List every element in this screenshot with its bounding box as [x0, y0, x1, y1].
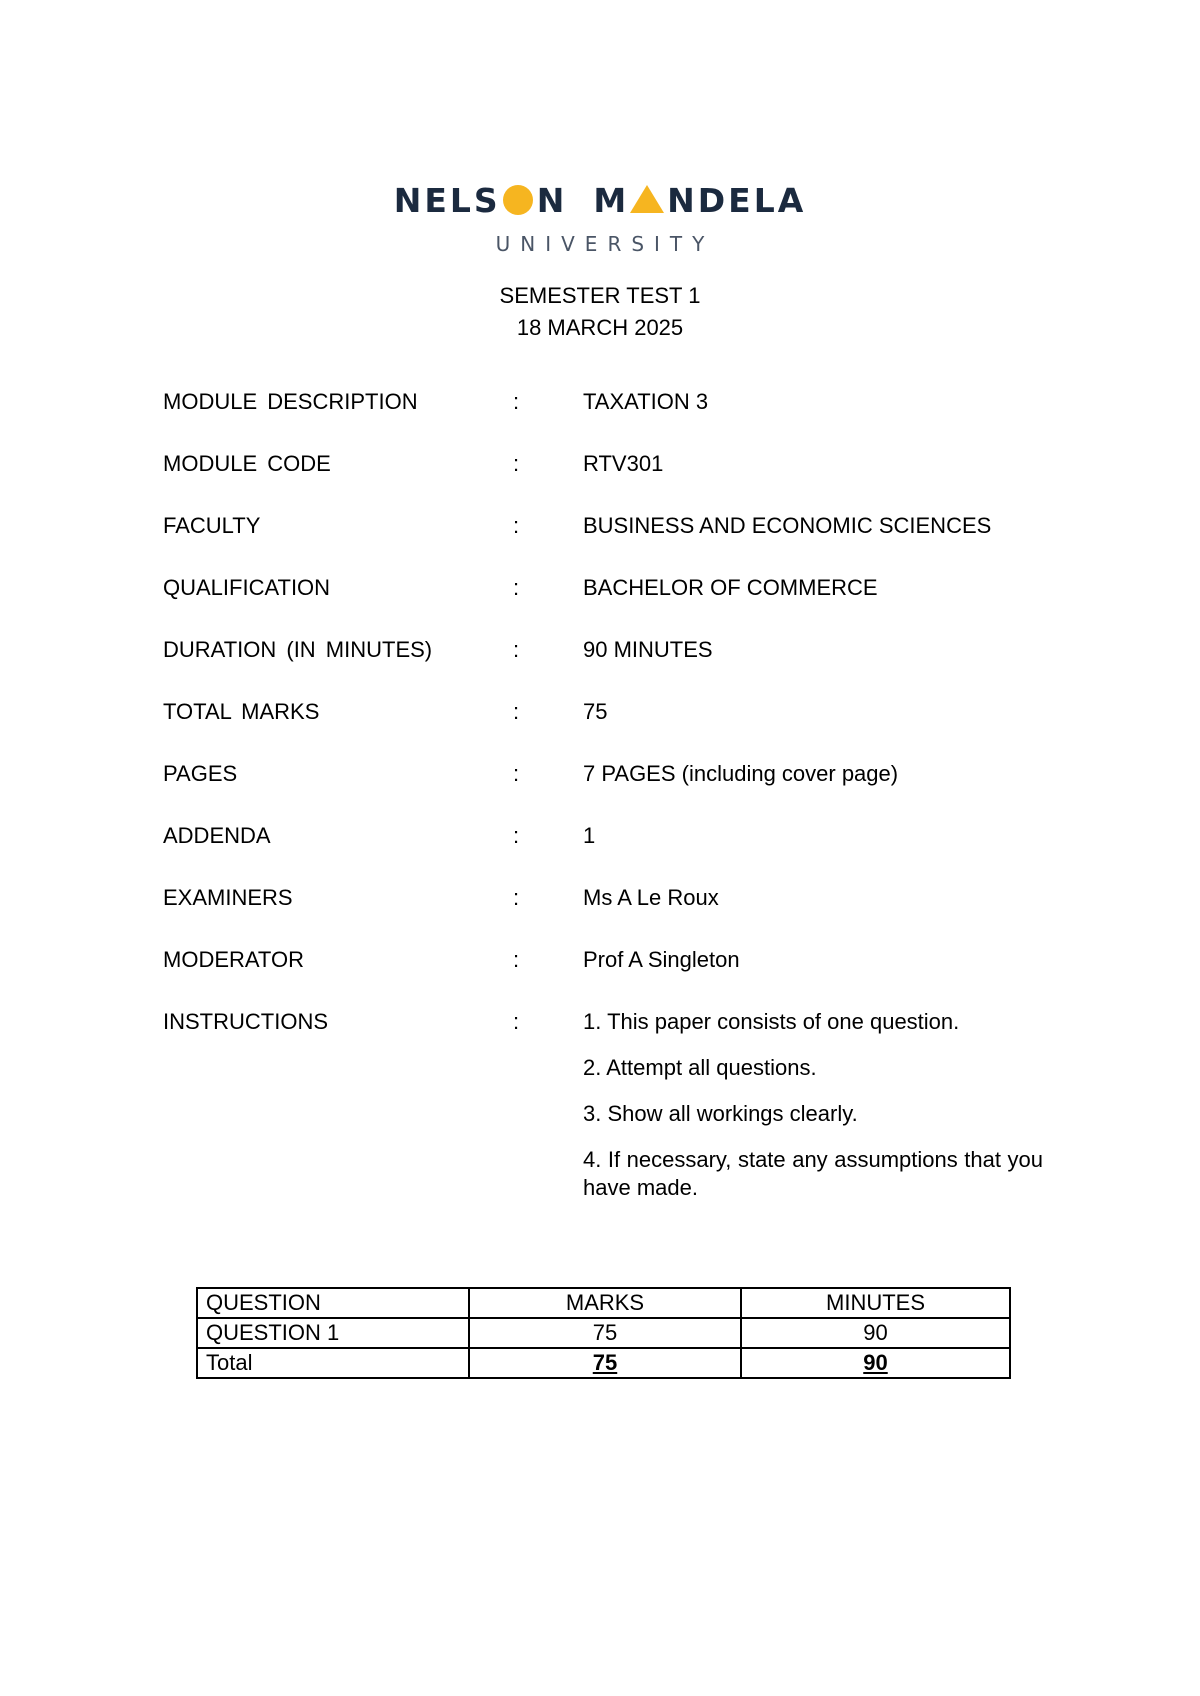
detail-value: RTV301: [583, 451, 664, 476]
test-heading: [0, 280, 1200, 344]
detail-colon: :: [513, 575, 520, 600]
detail-value: 75: [583, 699, 608, 724]
table-total-row: [197, 1348, 1010, 1378]
detail-value: 90 MINUTES: [583, 637, 713, 662]
logo-triangle-icon: [630, 185, 664, 213]
detail-value: BACHELOR OF COMMERCE: [583, 575, 878, 600]
detail-value: BUSINESS AND ECONOMIC SCIENCES: [583, 513, 992, 538]
detail-label: MODERATOR: [163, 947, 304, 972]
detail-colon: :: [513, 823, 520, 848]
detail-colon: :: [513, 637, 520, 662]
detail-row-addenda: [163, 822, 1043, 884]
table-header: QUESTION: [197, 1288, 469, 1318]
detail-value: TAXATION 3: [583, 389, 709, 414]
logo-circle-icon: [503, 185, 533, 215]
instruction-item: 3. Show all workings clearly.: [583, 1101, 858, 1126]
detail-row-total-marks: [163, 698, 1043, 760]
marks-table: [196, 1287, 1011, 1379]
detail-row-duration: [163, 636, 1043, 698]
table-header: MARKS: [469, 1288, 741, 1318]
table-cell: 75: [469, 1318, 741, 1348]
detail-colon: :: [513, 885, 520, 910]
detail-row-faculty: [163, 512, 1043, 574]
table-header: MINUTES: [741, 1288, 1010, 1318]
table-cell: [741, 1348, 1010, 1378]
detail-label: INSTRUCTIONS: [163, 1009, 328, 1034]
instructions-list: [583, 1008, 1043, 1220]
detail-label: QUALIFICATION: [163, 575, 331, 600]
detail-value: 7 PAGES (including cover page): [583, 761, 899, 786]
detail-row-module-description: [163, 388, 1043, 450]
total-minutes-value: 90: [863, 1350, 888, 1375]
detail-colon: :: [513, 389, 520, 414]
table-cell: Total: [197, 1348, 469, 1378]
instruction-item: 1. This paper consists of one question.: [583, 1009, 960, 1034]
detail-row-examiners: [163, 884, 1043, 946]
detail-row-moderator: [163, 946, 1043, 1008]
detail-label: PAGES: [163, 761, 238, 786]
detail-label: FACULTY: [163, 513, 261, 538]
detail-row-pages: [163, 760, 1043, 822]
university-logo: [0, 178, 1200, 256]
instruction-item: 4. If necessary, state any assumptions that you have made.: [583, 1147, 1043, 1200]
table-cell: QUESTION 1: [197, 1318, 469, 1348]
detail-colon: :: [513, 699, 520, 724]
detail-label: DURATION (IN MINUTES): [163, 637, 433, 662]
logo-word-mandela: M NDELA: [593, 180, 807, 220]
detail-value: 1: [583, 823, 596, 848]
test-name: SEMESTER TEST 1: [499, 283, 701, 308]
detail-colon: :: [513, 947, 520, 972]
logo-subtitle: UNIVERSITY: [495, 232, 715, 256]
total-marks-value: 75: [592, 1350, 618, 1375]
detail-label: MODULE DESCRIPTION: [163, 389, 418, 414]
detail-label: TOTAL MARKS: [163, 699, 320, 724]
detail-label: MODULE CODE: [163, 451, 331, 476]
detail-value: Ms A Le Roux: [583, 885, 719, 910]
detail-value: Prof A Singleton: [583, 947, 740, 972]
detail-colon: :: [513, 513, 520, 538]
detail-label: EXAMINERS: [163, 885, 293, 910]
detail-colon: :: [513, 1009, 520, 1034]
detail-colon: :: [513, 451, 520, 476]
detail-colon: :: [513, 761, 520, 786]
table-cell: [469, 1348, 741, 1378]
table-row: [197, 1318, 1010, 1348]
logo-wordmark: [394, 178, 807, 222]
table-header-row: [197, 1288, 1010, 1318]
instruction-item: 2. Attempt all questions.: [583, 1055, 817, 1080]
logo-word-nelson: NELS N: [393, 180, 568, 220]
detail-row-instructions: [163, 1008, 1043, 1220]
detail-row-module-code: [163, 450, 1043, 512]
test-date: 18 MARCH 2025: [516, 315, 684, 340]
detail-row-qualification: [163, 574, 1043, 636]
detail-label: ADDENDA: [163, 823, 271, 848]
table-cell: 90: [741, 1318, 1010, 1348]
module-details: [163, 388, 1043, 1220]
